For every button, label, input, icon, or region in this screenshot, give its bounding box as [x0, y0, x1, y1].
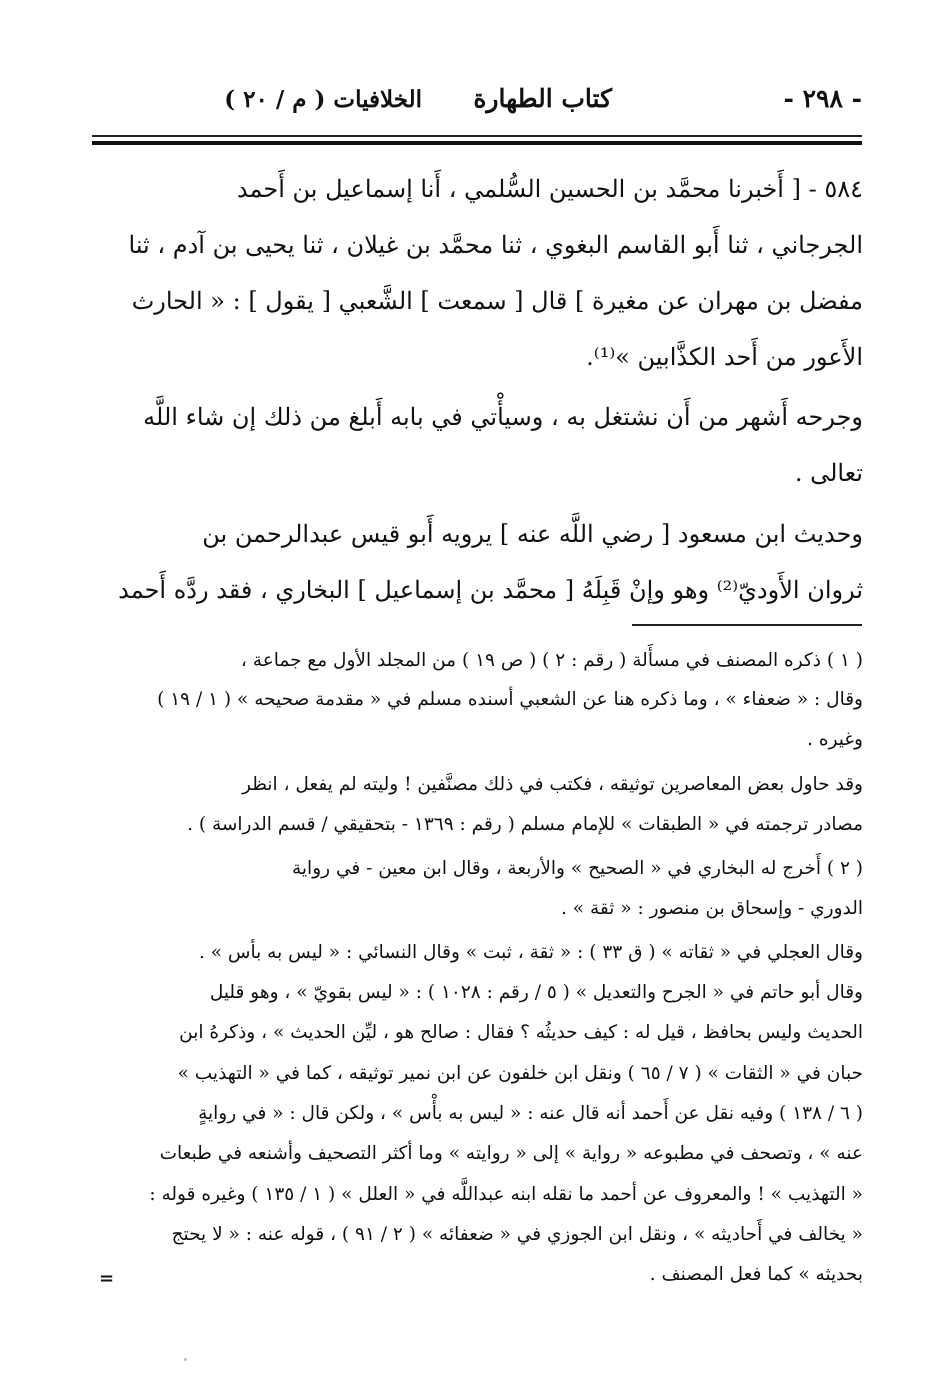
footnote-line: بحديثه » كما فعل المصنف . [649, 1264, 863, 1285]
footnote-line: الحديث وليس بحافظ ، قيل له : كيف حديثُه ؟ فقال : صالح هو ، ليِّن الحديث » ، وذكرهُ ابن [179, 1022, 863, 1043]
main-text-line: ٥٨٤ - [ أَخبرنا محمَّد بن الحسين السُّلمي ، أَنا إسماعيل بن أَحمد [236, 175, 863, 203]
section-title: الخلافيات ( م / ٢٠ ) [224, 86, 422, 113]
footnote-line: عنه » ، وتصحف في مطبوعه « رواية » إلى « روايته » وما أكثر التصحيف وأشنعه في طبعات [159, 1143, 863, 1164]
main-text-line: الأَعور من أَحد الكذَّابين »⁽¹⁾. [586, 343, 863, 371]
footnote-line: ( ٢ ) أَخرج له البخاري في « الصحيح » والأربعة ، وقال ابن معين - في رواية [291, 858, 863, 879]
footnote-line: ( ١ ) ذكره المصنف في مسأَلة ( رقم : ٢ ) ( ص ١٩ ) من المجلد الأول مع جماعة ، [240, 650, 863, 671]
footnote-line: وقال أبو حاتم في « الجرح والتعديل » ( ٥ / رقم : ١٠٢٨ ) : « ليس بقويّ » ، وهو قليل [209, 982, 863, 1003]
footnote-line: « يخالف في أَحاديثه » ، ونقل ابن الجوزي في « ضعفائه » ( ٢ / ٩١ ) ، قوله عنه : « لا يحتج [171, 1224, 863, 1245]
continuation-mark: = [99, 1268, 115, 1289]
page-header [92, 78, 862, 128]
footnote-line: وغيره . [807, 729, 863, 750]
footnote-line: حبان في « الثقات » ( ٧ / ٦٥ ) ونقل ابن خلفون عن ابن نمير توثيقه ، كما في « التهذيب » [177, 1063, 863, 1084]
header-rule-thin [92, 135, 862, 137]
scan-speck [184, 1358, 187, 1361]
main-text-line: تعالى . [794, 459, 863, 487]
main-text-line: مفضل بن مهران عن مغيرة ] قال [ سمعت ] الشَّعبي [ يقول ] : « الحارث [131, 287, 863, 315]
book-title: كتاب الطهارة [473, 84, 612, 113]
footnote-line: وقال : « ضعفاء » ، وما ذكره هنا عن الشعبي أسنده مسلم في « مقدمة صحيحه » ( ١ / ١٩ ) [157, 689, 863, 710]
footnote-separator [632, 624, 862, 626]
footnote-line: وقد حاول بعض المعاصرين توثيقه ، فكتب في ذلك مصنَّفين ! وليته لم يفعل ، انظر [242, 774, 863, 795]
footnote-line: مصادر ترجمته في « الطبقات » للإمام مسلم ( رقم : ١٣٦٩ - بتحقيقي / قسم الدراسة ) . [187, 814, 863, 835]
footnote-line: ( ٦ / ١٣٨ ) وفيه نقل عن أَحمد أنه قال عنه : « ليس به بأْس » ، ولكن قال : « في روايةٍ [198, 1103, 863, 1124]
footnote-line: وقال العجلي في « ثقاته » ( ق ٣٣ ) : « ثقة ، ثبت » وقال النسائي : « ليس به بأس » . [198, 942, 863, 963]
main-text-line: ثروان الأَوديّ⁽²⁾ وهو وإنْ قَبِلَهُ [ محمَّد بن إسماعيل ] البخاري ، فقد ردَّه أَحمد [118, 576, 863, 604]
footnote-line: الدوري - وإسحاق بن منصور : « ثقة » . [561, 898, 863, 919]
header-rule-thick [92, 141, 862, 145]
footnote-line: « التهذيب » ! والمعروف عن أحمد ما نقله ابنه عبداللَّه في « العلل » ( ١ / ١٣٥ ) وغيره قوله : [149, 1184, 863, 1205]
main-text-line: وجرحه أَشهر من أَن نشتغل به ، وسيأْتي في بابه أَبلغ من ذلك إن شاء اللَّه [143, 403, 863, 431]
page-number: - ٢٩٨ - [783, 84, 862, 113]
main-text-line: الجرجاني ، ثنا أَبو القاسم البغوي ، ثنا محمَّد بن غيلان ، ثنا يحيى بن آدم ، ثنا [128, 231, 863, 259]
main-text-line: وحديث ابن مسعود [ رضي اللَّه عنه ] يرويه أَبو قيس عبدالرحمن بن [202, 520, 863, 548]
